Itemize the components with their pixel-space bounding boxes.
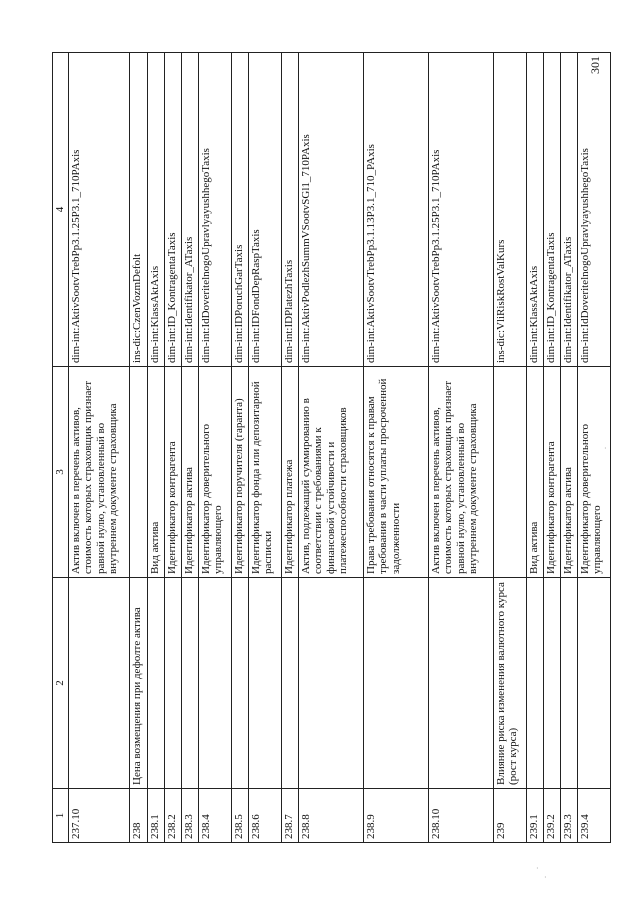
table-header-row — [53, 53, 69, 843]
row-dimension-cell: dim-int:AktivPodlezhSummVSootvSGl1_710PAxis — [298, 53, 363, 367]
row-dimension-cell: dim-int:Identifikator_ATaxis — [181, 53, 198, 367]
row-description-cell: Актив, подлежащий суммированию в соответствии с требованиями к финансовой устойчивости и платежеспособности страховщиков — [298, 367, 363, 578]
table-row — [147, 53, 164, 843]
row-number-cell: 238.2 — [164, 789, 181, 843]
row-name-cell: Цена возмещения при дефолте актива — [129, 578, 147, 789]
row-name-cell — [577, 578, 610, 789]
row-name-cell — [164, 578, 181, 789]
table-row — [198, 53, 231, 843]
row-description-cell: Идентификатор платежа — [281, 367, 298, 578]
row-number-cell: 238.8 — [298, 789, 363, 843]
table-row — [181, 53, 198, 843]
row-number-cell: 238.1 — [147, 789, 164, 843]
row-name-cell: Влияние риска изменения валютного курса (рост курса) — [493, 578, 526, 789]
table-row — [281, 53, 298, 843]
row-dimension-cell: ins-dic:CzenVozmDefolt — [129, 53, 147, 367]
row-number-cell: 238.7 — [281, 789, 298, 843]
row-number-cell: 238.9 — [363, 789, 428, 843]
row-name-cell — [68, 578, 129, 789]
row-dimension-cell: ins-dic:VliRiskRostValKurs — [493, 53, 526, 367]
row-number-cell: 237.10 — [68, 789, 129, 843]
row-name-cell — [428, 578, 493, 789]
row-dimension-cell: dim-int:AktivSootvTrebPp3.1.13P3.1_710_PAxis — [363, 53, 428, 367]
row-dimension-cell: dim-int:IdDoveritelnogoUpravlyayushhegoTaxis — [577, 53, 610, 367]
table-row — [428, 53, 493, 843]
table-row — [493, 53, 526, 843]
table-row — [298, 53, 363, 843]
row-name-cell — [281, 578, 298, 789]
row-dimension-cell: dim-int:ID_KontragentaTaxis — [164, 53, 181, 367]
header-cell-1: 1 — [53, 789, 69, 843]
table-row — [363, 53, 428, 843]
table-row — [543, 53, 560, 843]
row-description-cell — [493, 367, 526, 578]
row-description-cell: Актив включен в перечень активов, стоимость которых страховщик признает равной нулю, установленный во внутреннем документе страховщика — [428, 367, 493, 578]
row-number-cell: 238.5 — [231, 789, 248, 843]
row-description-cell: Права требования относятся к правам требования в части уплаты просроченной задолженности — [363, 367, 428, 578]
scan-mark: · — [536, 864, 539, 873]
row-description-cell: Идентификатор доверительного управляющего — [577, 367, 610, 578]
row-description-cell: Идентификатор актива — [560, 367, 577, 578]
scan-mark: · — [604, 444, 607, 453]
table-row — [526, 53, 543, 843]
table-row — [164, 53, 181, 843]
row-number-cell: 238.3 — [181, 789, 198, 843]
row-description-cell: Идентификатор контрагента — [164, 367, 181, 578]
row-number-cell: 239.2 — [543, 789, 560, 843]
data-table — [52, 52, 611, 843]
row-number-cell: 239.1 — [526, 789, 543, 843]
row-number-cell: 238.4 — [198, 789, 231, 843]
row-number-cell: 239.4 — [577, 789, 610, 843]
row-dimension-cell: dim-int:KlassAktAxis — [147, 53, 164, 367]
row-name-cell — [560, 578, 577, 789]
row-name-cell — [526, 578, 543, 789]
row-description-cell: Актив включен в перечень активов, стоимость которых страховщик признает равной нулю, установленный во внутреннем документе страховщика — [68, 367, 129, 578]
row-description-cell: Идентификатор поручителя (гаранта) — [231, 367, 248, 578]
row-name-cell — [198, 578, 231, 789]
row-dimension-cell: dim-int:IDPoruchGarTaxis — [231, 53, 248, 367]
header-cell-3: 3 — [53, 367, 69, 578]
row-number-cell: 238 — [129, 789, 147, 843]
row-name-cell — [147, 578, 164, 789]
row-number-cell: 239 — [493, 789, 526, 843]
row-name-cell — [363, 578, 428, 789]
row-dimension-cell: dim-int:IdDoveritelnogoUpravlyayushhegoTaxis — [198, 53, 231, 367]
row-name-cell — [298, 578, 363, 789]
row-dimension-cell: dim-int:KlassAktAxis — [526, 53, 543, 367]
row-number-cell: 238.6 — [248, 789, 281, 843]
row-description-cell: Вид актива — [147, 367, 164, 578]
row-description-cell — [129, 367, 147, 578]
header-cell-4: 4 — [53, 53, 69, 367]
row-description-cell: Вид актива — [526, 367, 543, 578]
row-dimension-cell: dim-int:IDPlatezhTaxis — [281, 53, 298, 367]
header-cell-2: 2 — [53, 578, 69, 789]
row-description-cell: Идентификатор актива — [181, 367, 198, 578]
row-dimension-cell: dim-int:Identifikator_ATaxis — [560, 53, 577, 367]
row-dimension-cell: dim-int:AktivSootvTrebPp3.1.25P3.1_710PAxis — [428, 53, 493, 367]
row-dimension-cell: dim-int:AktivSootvTrebPp3.1.25P3.1_710PAxis — [68, 53, 129, 367]
row-number-cell: 239.3 — [560, 789, 577, 843]
table-row — [68, 53, 129, 843]
table-row — [129, 53, 147, 843]
row-description-cell: Идентификатор контрагента — [543, 367, 560, 578]
table-row — [248, 53, 281, 843]
row-description-cell: Идентификатор доверительного управляющего — [198, 367, 231, 578]
row-name-cell — [543, 578, 560, 789]
row-name-cell — [231, 578, 248, 789]
row-description-cell: Идентификатор фонда или депозитарной расписки — [248, 367, 281, 578]
row-dimension-cell: dim-int:IDFondDepRaspTaxis — [248, 53, 281, 367]
page-number: 301 — [588, 56, 602, 74]
row-number-cell: 238.10 — [428, 789, 493, 843]
row-name-cell — [248, 578, 281, 789]
scan-mark: · — [544, 873, 547, 882]
table-row — [231, 53, 248, 843]
row-name-cell — [181, 578, 198, 789]
row-dimension-cell: dim-int:ID_KontragentaTaxis — [543, 53, 560, 367]
table-row — [560, 53, 577, 843]
